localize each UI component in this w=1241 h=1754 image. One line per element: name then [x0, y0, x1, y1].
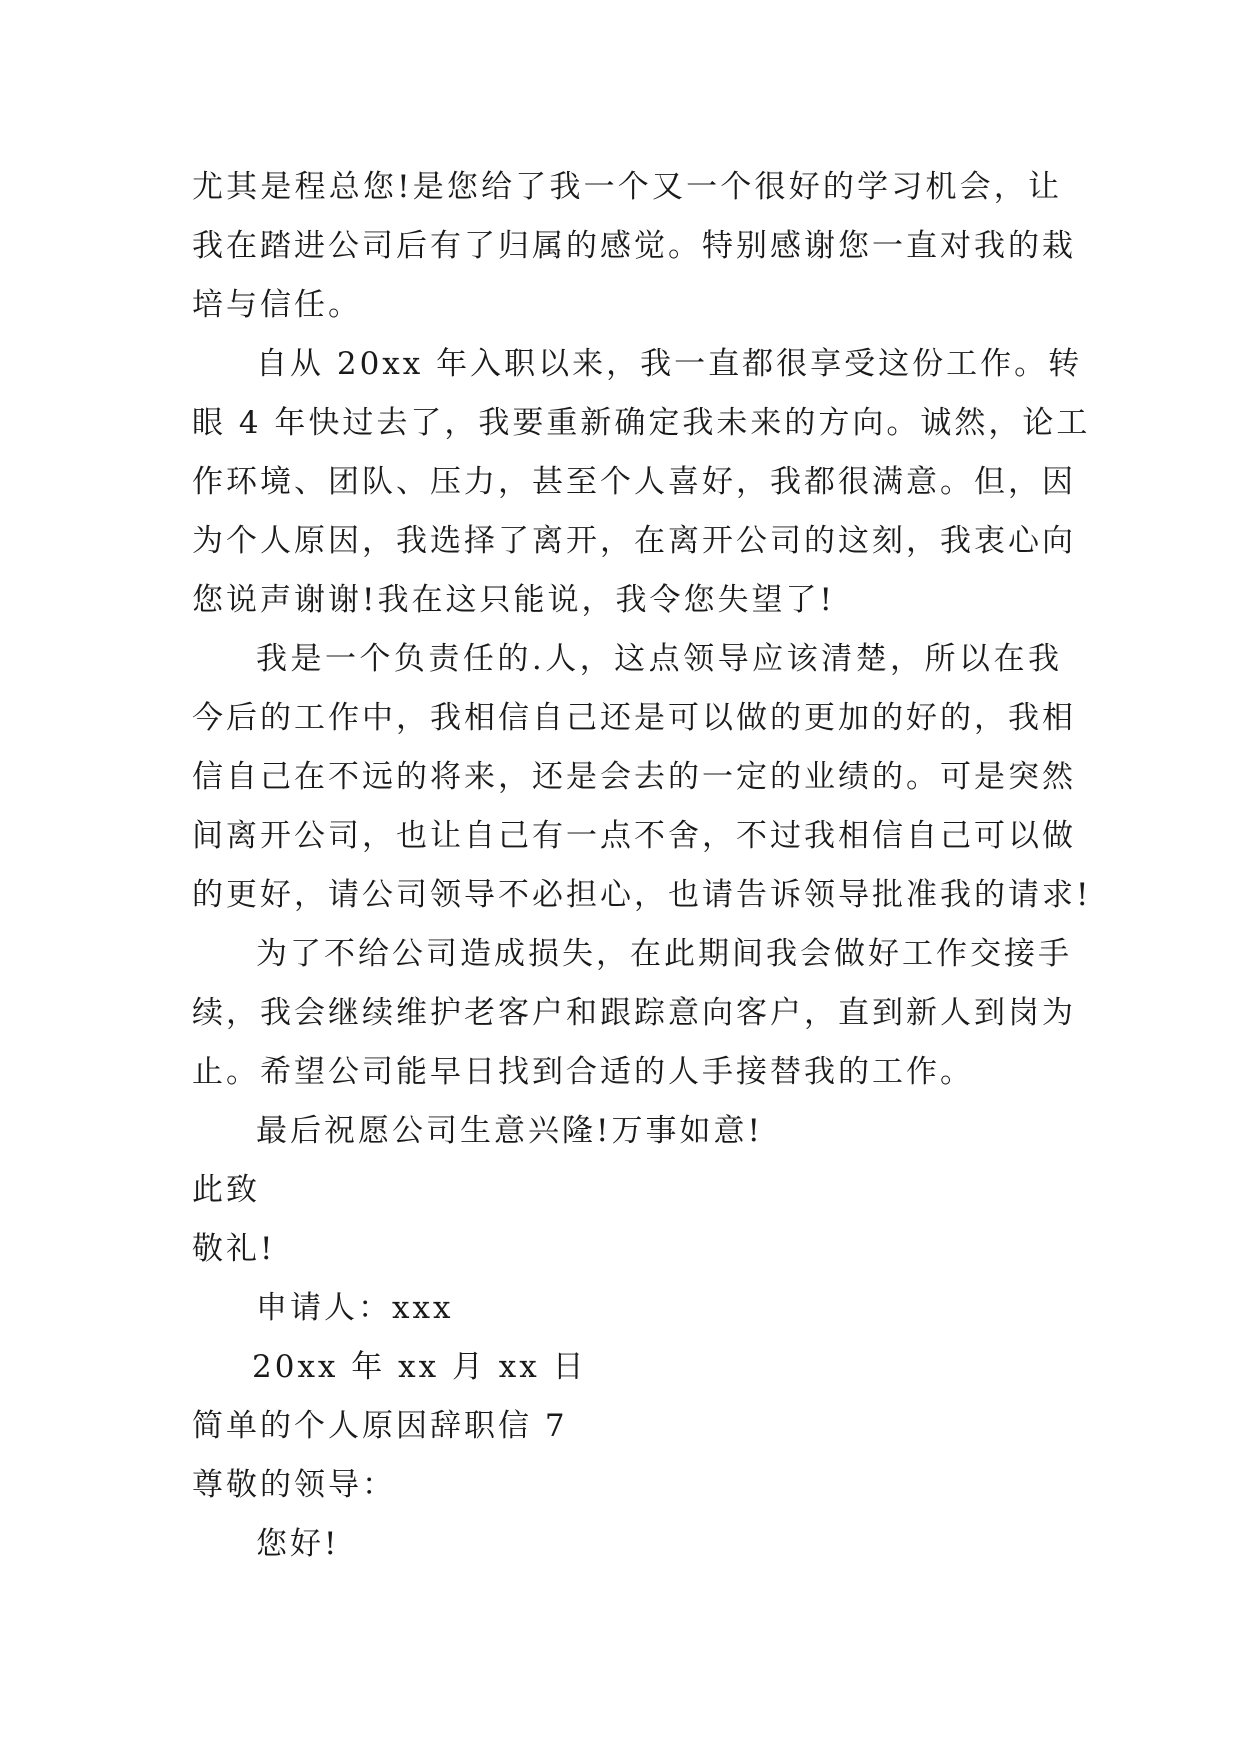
- applicant-signature: 申请人：xxx: [256, 1290, 454, 1326]
- text-line: 今后的工作中，我相信自己还是可以做的更加的好的，我相: [192, 700, 1076, 736]
- text-line: 您说声谢谢!我在这只能说，我令您失望了!: [192, 582, 835, 618]
- paragraph-responsibility: [192, 630, 1092, 925]
- text-line: 自从 20xx 年入职以来，我一直都很享受这份工作。转: [256, 346, 1083, 382]
- text-line: 续，我会继续维护老客户和跟踪意向客户，直到新人到岗为: [192, 995, 1076, 1031]
- next-letter-greeting: 尊敬的领导：: [192, 1467, 396, 1503]
- text-line: 为了不给公司造成损失，在此期间我会做好工作交接手: [256, 936, 1072, 972]
- text-line: 的更好，请公司领导不必担心，也请告诉领导批准我的请求!: [192, 877, 1092, 913]
- text-line: 眼 4 年快过去了，我要重新确定我未来的方向。诚然，论工: [192, 405, 1091, 441]
- next-letter-title: 简单的个人原因辞职信 7: [192, 1408, 568, 1444]
- text-line: 我在踏进公司后有了归属的感觉。特别感谢您一直对我的栽: [192, 228, 1076, 264]
- text-line: 我是一个负责任的.人，这点领导应该清楚，所以在我: [256, 641, 1062, 677]
- paragraph-gratitude: [192, 158, 1076, 335]
- paragraph-handover: [192, 925, 1076, 1102]
- next-letter-hello: 您好!: [256, 1526, 340, 1562]
- text-line: 间离开公司，也让自己有一点不舍，不过我相信自己可以做: [192, 818, 1076, 854]
- closing-wish: 最后祝愿公司生意兴隆!万事如意!: [256, 1113, 763, 1149]
- text-line: 尤其是程总您!是您给了我一个又一个很好的学习机会，让: [192, 169, 1062, 205]
- text-line: 止。希望公司能早日找到合适的人手接替我的工作。: [192, 1054, 974, 1090]
- text-line: 作环境、团队、压力，甚至个人喜好，我都很满意。但，因: [192, 464, 1076, 500]
- salutation-jingli: 敬礼!: [192, 1231, 276, 1267]
- text-line: 信自己在不远的将来，还是会去的一定的业绩的。可是突然: [192, 759, 1076, 795]
- salutation-cizhi: 此致: [192, 1172, 260, 1208]
- paragraph-reason: [192, 335, 1091, 630]
- letter-date: 20xx 年 xx 月 xx 日: [252, 1349, 587, 1385]
- text-line: 为个人原因，我选择了离开，在离开公司的这刻，我衷心向: [192, 523, 1076, 559]
- letter-page: [192, 158, 1092, 1574]
- text-line: 培与信任。: [192, 287, 362, 323]
